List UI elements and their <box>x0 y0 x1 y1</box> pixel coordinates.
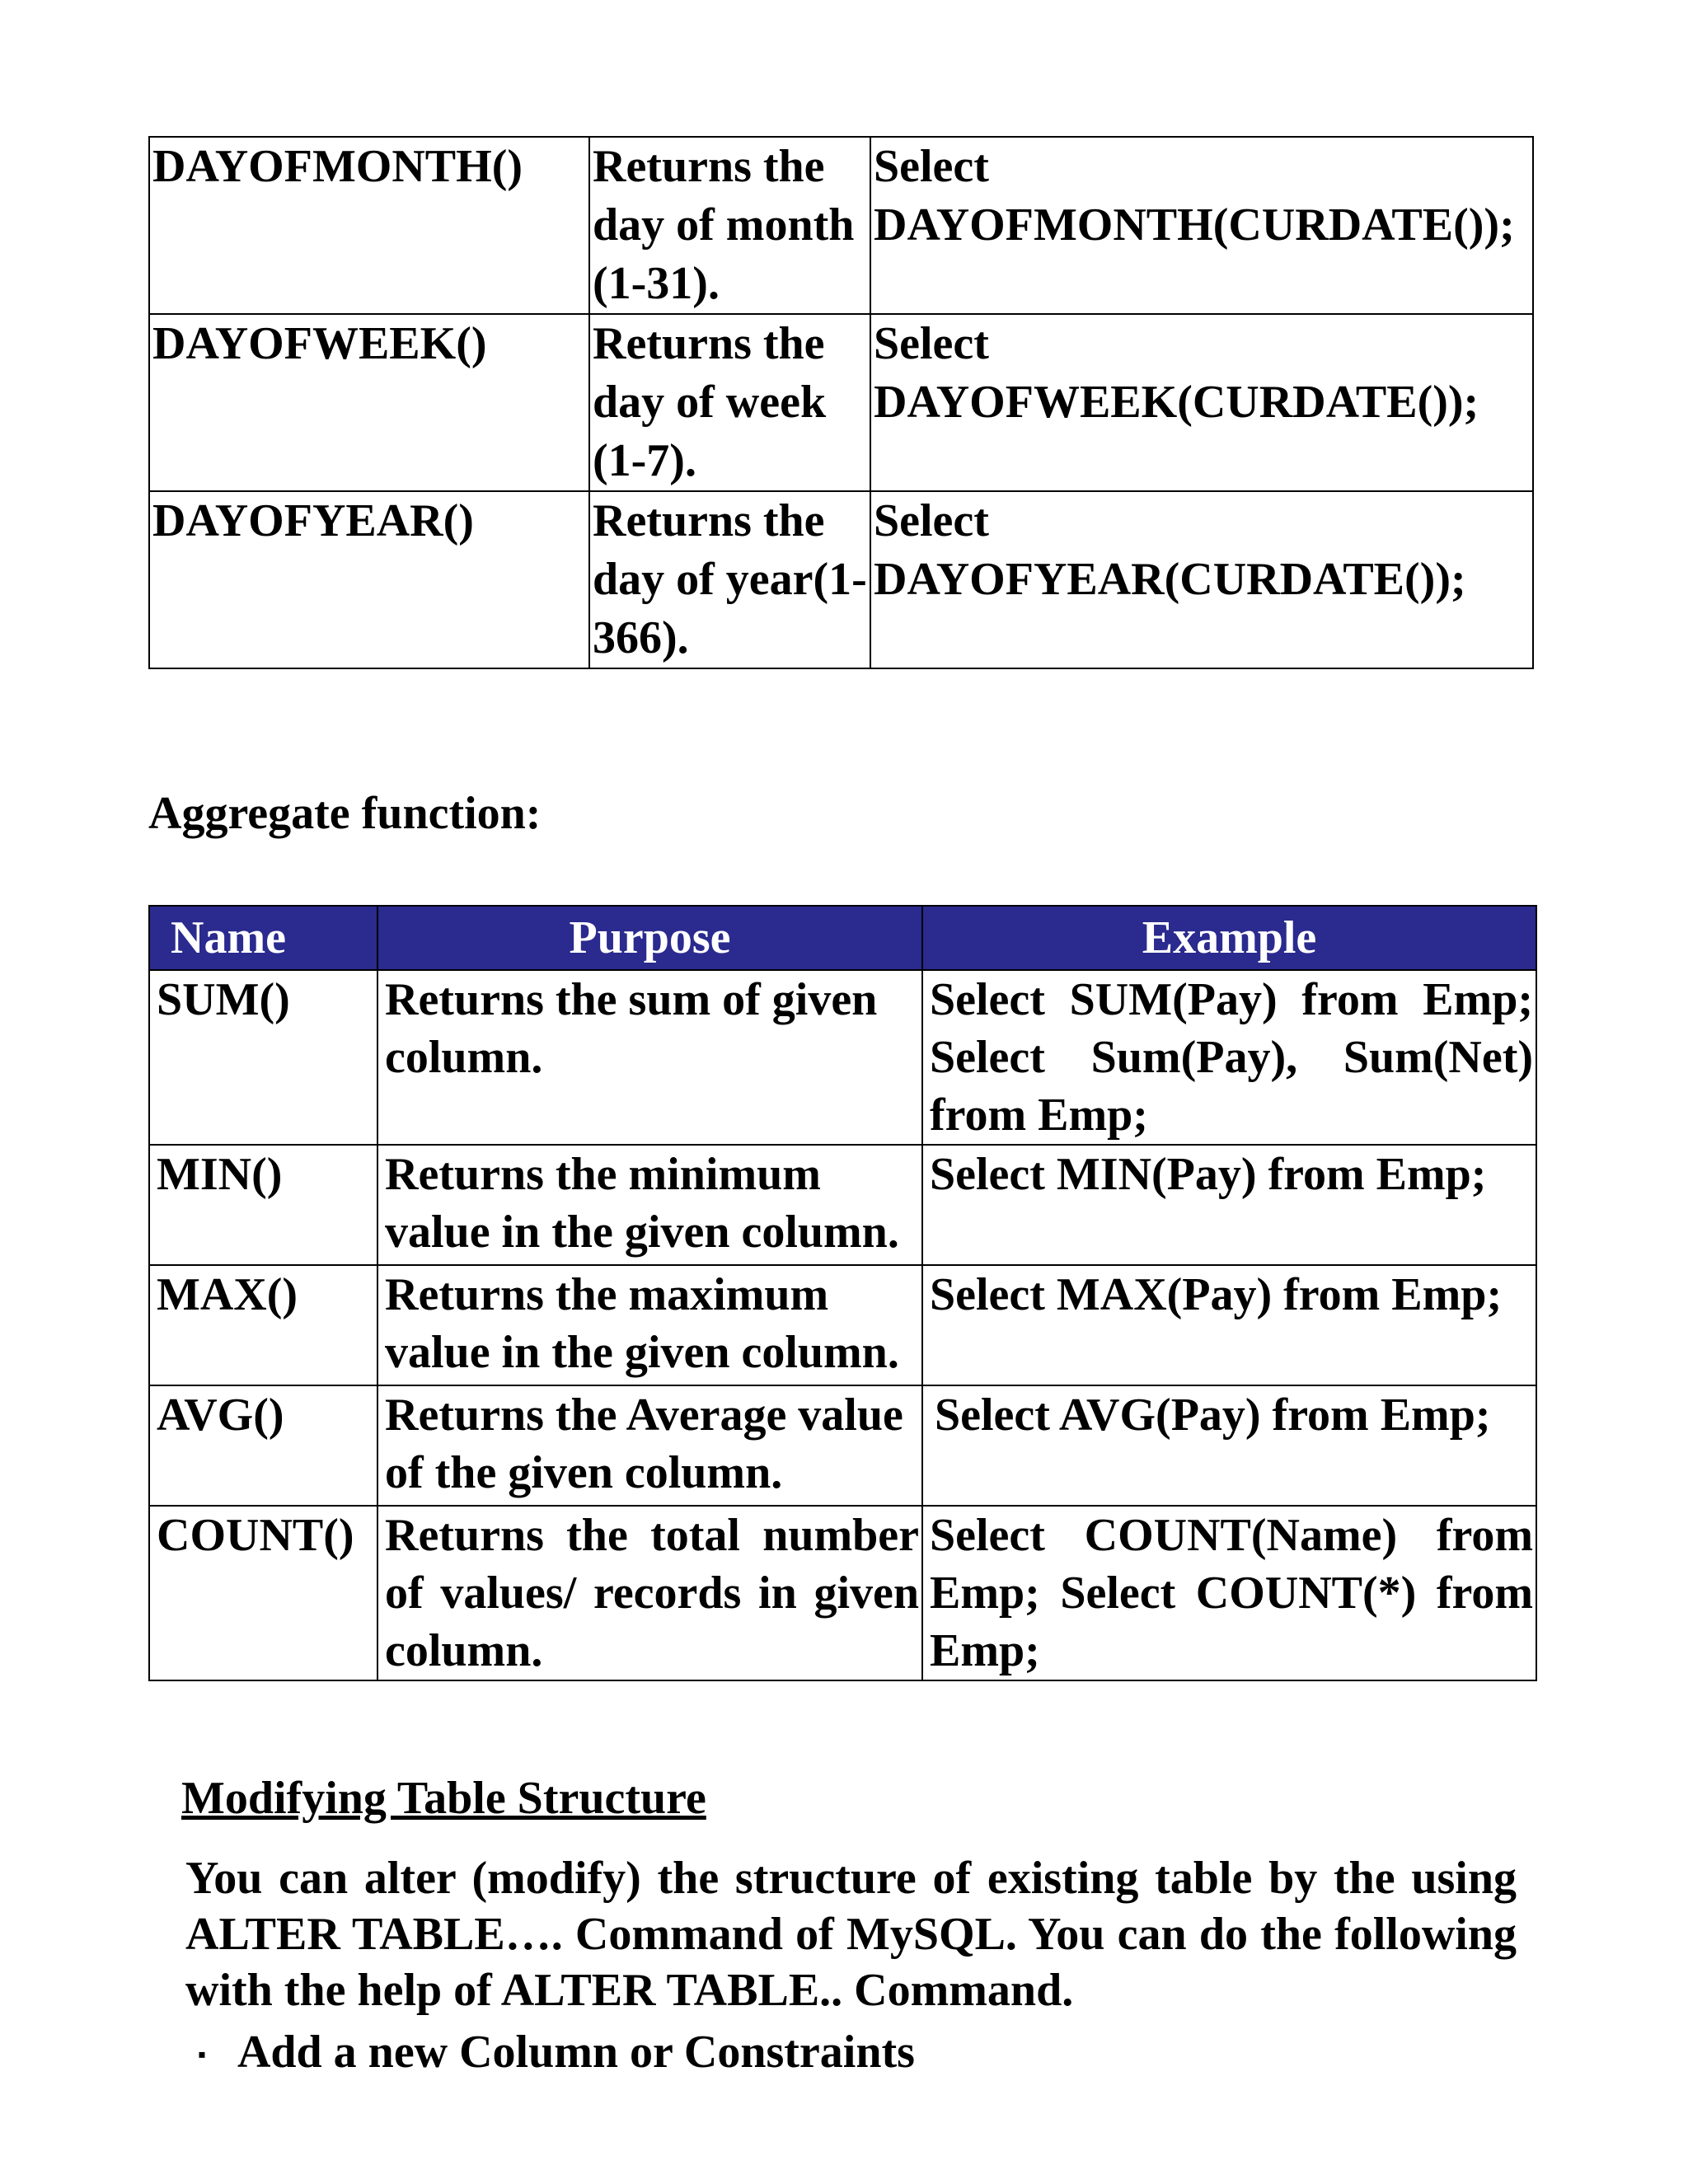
aggregate-purpose-cell: Returns the minimum value in the given column. <box>377 1145 922 1265</box>
table-row <box>149 1385 1536 1506</box>
aggregate-name-cell: MAX() <box>149 1265 377 1385</box>
table-header-row <box>149 906 1536 970</box>
function-purpose-cell: Returns the day of year(1- 366). <box>589 491 870 668</box>
function-name-cell: DAYOFWEEK() <box>149 314 589 491</box>
function-example-cell: Select DAYOFWEEK(CURDATE()); <box>870 314 1533 491</box>
table-row <box>149 1265 1536 1385</box>
function-name-cell: DAYOFYEAR() <box>149 491 589 668</box>
table-row <box>149 314 1533 491</box>
function-example-cell: Select DAYOFMONTH(CURDATE()); <box>870 137 1533 314</box>
bullet-icon: ▪ <box>198 2042 206 2068</box>
header-example: Example <box>922 906 1536 970</box>
aggregate-purpose-cell: Returns the maximum value in the given column. <box>377 1265 922 1385</box>
aggregate-functions-table <box>148 905 1537 1681</box>
header-purpose: Purpose <box>377 906 922 970</box>
aggregate-example-cell: Select AVG(Pay) from Emp; <box>922 1385 1536 1506</box>
aggregate-example-cell: Select COUNT(Name) from Emp; Select COUNT(*) from Emp; <box>922 1506 1536 1680</box>
function-purpose-cell: Returns the day of week (1-7). <box>589 314 870 491</box>
aggregate-example-cell: Select MAX(Pay) from Emp; <box>922 1265 1536 1385</box>
aggregate-purpose-cell: Returns the Average value of the given column. <box>377 1385 922 1506</box>
list-item <box>198 2023 915 2089</box>
table-row <box>149 970 1536 1145</box>
header-name: Name <box>149 906 377 970</box>
function-name-cell: DAYOFMONTH() <box>149 137 589 314</box>
table-row <box>149 491 1533 668</box>
body-paragraph: You can alter (modify) the structure of existing table by the using ALTER TABLE…. Command of MySQL. You can do the following with the help of ALTER TABLE.. Command. <box>185 1853 1517 2016</box>
section-title: Modifying Table Structure <box>181 1773 706 1824</box>
function-example-cell: Select DAYOFYEAR(CURDATE()); <box>870 491 1533 668</box>
table-row <box>149 1506 1536 1680</box>
date-functions-table <box>148 136 1534 669</box>
function-purpose-cell: Returns the day of month (1-31). <box>589 137 870 314</box>
aggregate-purpose-cell: Returns the total number of values/ records in given column. <box>377 1506 922 1680</box>
aggregate-example-cell: Select MIN(Pay) from Emp; <box>922 1145 1536 1265</box>
table-row <box>149 137 1533 314</box>
aggregate-name-cell: AVG() <box>149 1385 377 1506</box>
aggregate-name-cell: MIN() <box>149 1145 377 1265</box>
list-item-text: Add a new Column or Constraints <box>237 2027 915 2078</box>
aggregate-name-cell: COUNT() <box>149 1506 377 1680</box>
aggregate-heading: Aggregate function: <box>148 788 542 839</box>
table-row <box>149 1145 1536 1265</box>
aggregate-example-cell: Select SUM(Pay) from Emp; Select Sum(Pay), Sum(Net) from Emp; <box>922 970 1536 1145</box>
aggregate-purpose-cell: Returns the sum of given column. <box>377 970 922 1145</box>
aggregate-name-cell: SUM() <box>149 970 377 1145</box>
